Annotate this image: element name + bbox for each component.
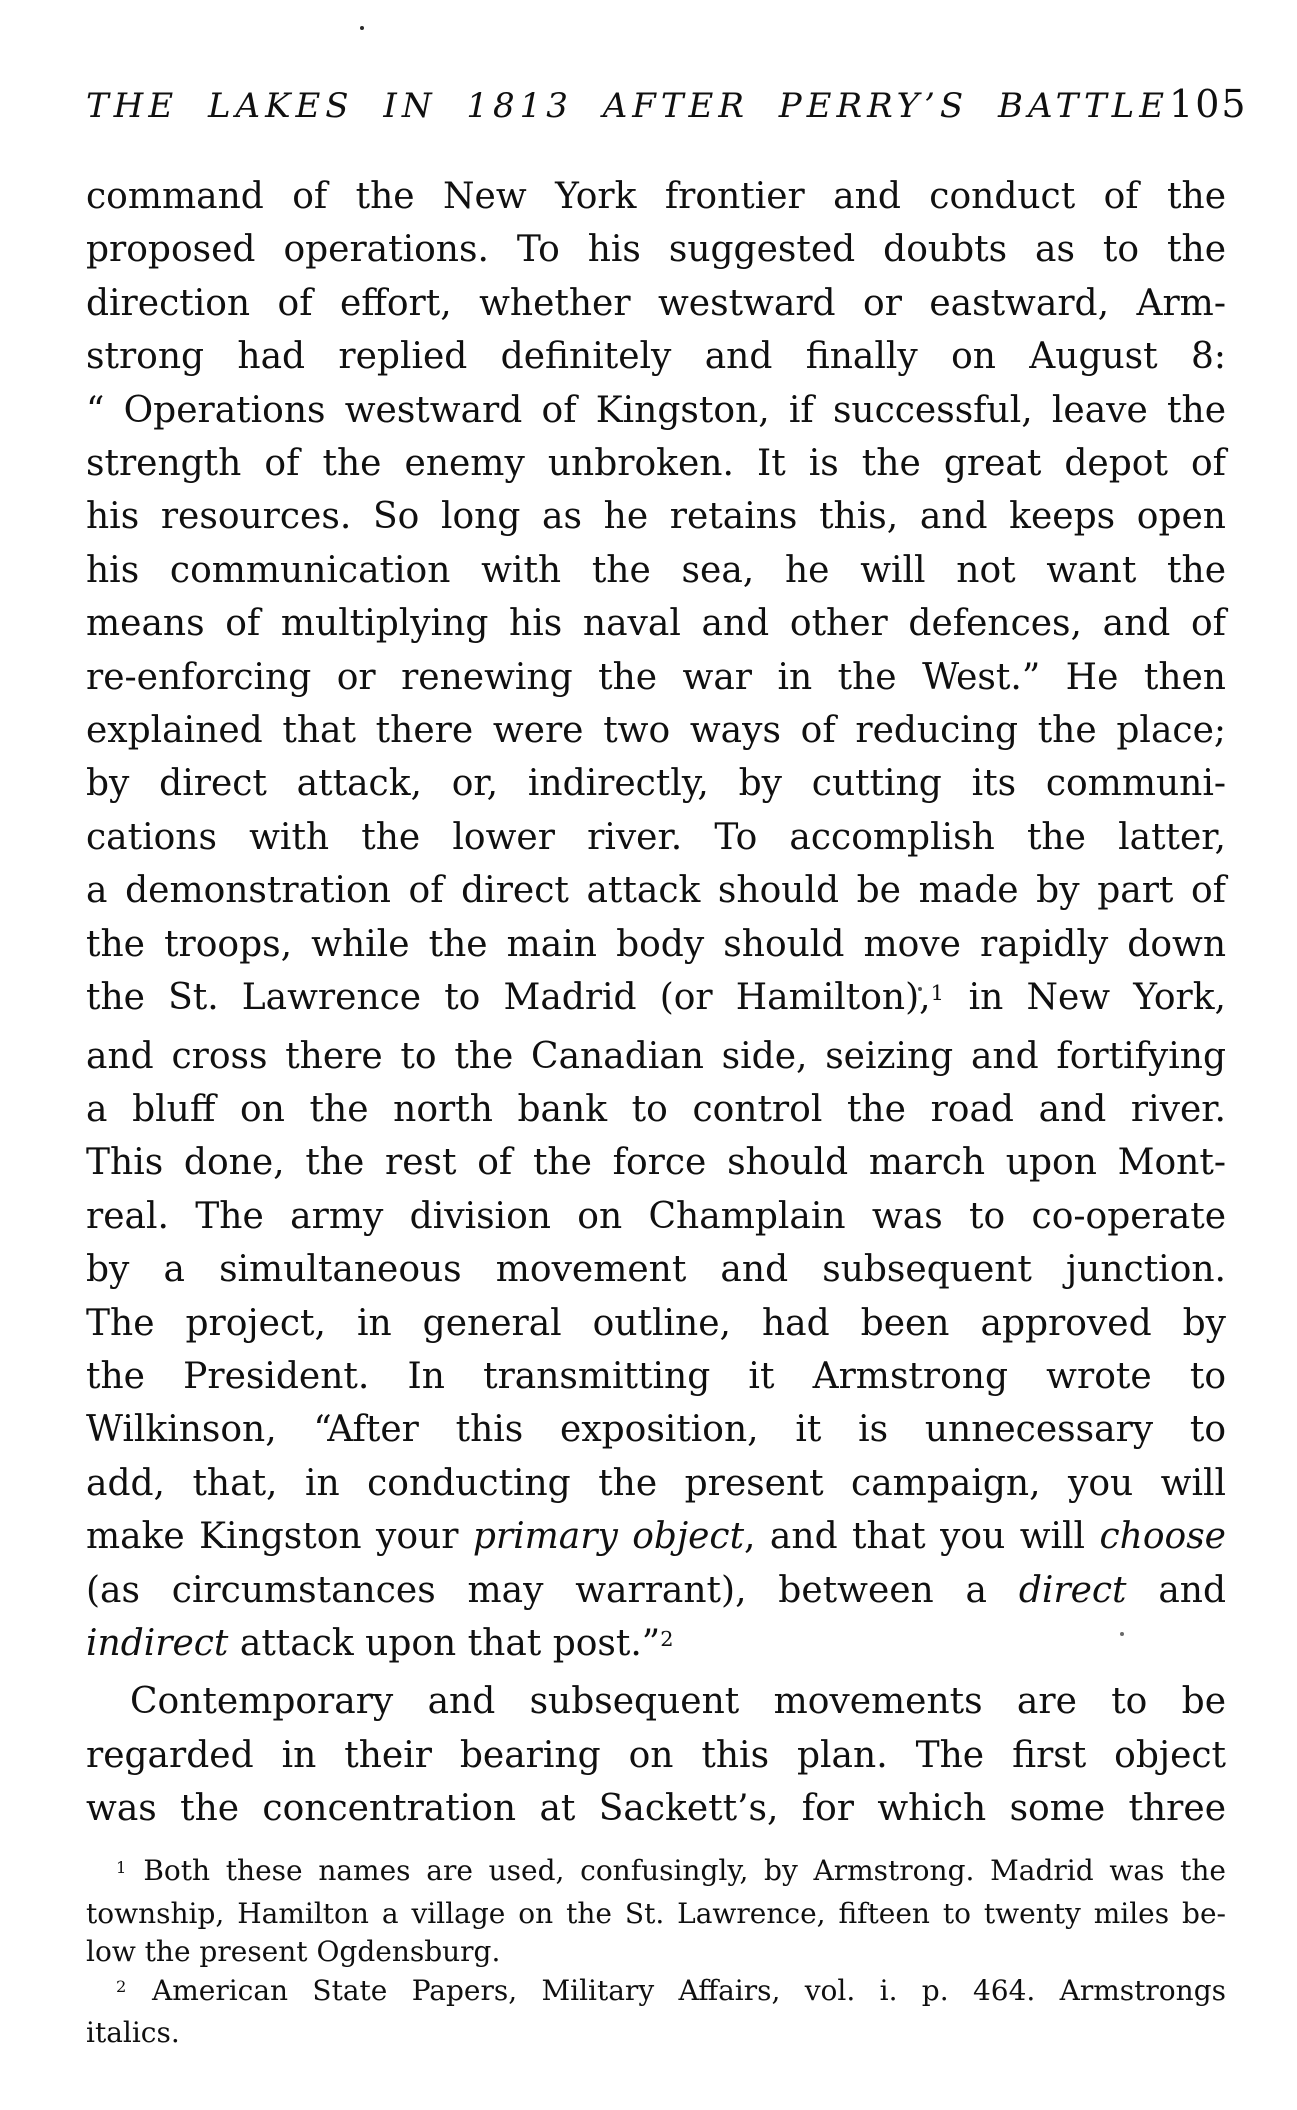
chapter-title: THE LAKES IN 1813 AFTER PERRY’S BATTLE	[86, 86, 1170, 126]
text-line	[86, 1933, 1226, 1972]
text-segment: indirect	[86, 1622, 229, 1664]
text-line	[86, 1136, 1226, 1189]
text-line	[86, 597, 1226, 650]
text-line	[86, 1083, 1226, 1136]
text-line	[86, 1895, 1226, 1934]
text-line	[86, 277, 1226, 330]
text-line	[86, 651, 1226, 704]
text-line	[86, 1297, 1226, 1350]
text-line	[86, 704, 1226, 757]
text-segment: strong had replied definitely and finally on August 8:	[86, 336, 1226, 378]
text-line	[86, 437, 1226, 490]
text-segment: direction of effort, whether westward or eastward, Arm-	[86, 282, 1226, 324]
text-line	[86, 811, 1226, 864]
text-segment: real. The army division on Champlain was to co-operate	[86, 1195, 1226, 1237]
text-segment: American State Papers, Military Affairs, vol. i. p. 464. Armstrongs	[127, 1973, 1226, 2007]
text-line	[86, 971, 1226, 1029]
text-segment: The project, in general outline, had been approved by	[86, 1302, 1226, 1344]
text-line	[86, 1030, 1226, 1083]
text-segment: proposed operations. To his suggested doubts as to the	[86, 229, 1226, 271]
text-segment: the troops, while the main body should move rapidly down	[86, 923, 1226, 965]
text-line	[86, 1782, 1226, 1835]
text-segment: Contemporary and subsequent movements are to be	[130, 1681, 1226, 1723]
text-line	[86, 1729, 1226, 1782]
page-number: 105	[1169, 82, 1248, 126]
text-line	[86, 384, 1226, 437]
text-line	[86, 544, 1226, 597]
text-line	[86, 864, 1226, 917]
text-line	[86, 223, 1226, 276]
text-segment: by a simultaneous movement and subsequent junction.	[86, 1249, 1226, 1291]
text-segment: the President. In transmitting it Armstrong wrote to	[86, 1355, 1226, 1397]
text-segment: command of the New York frontier and conduct of the	[86, 176, 1226, 217]
text-segment: the St. Lawrence to Madrid (or Hamilton),	[86, 977, 931, 1019]
text-line	[86, 170, 1226, 223]
text-segment: a bluff on the north bank to control the road and river.	[86, 1088, 1226, 1130]
text-segment: township, Hamilton a village on the St. Lawrence, fifteen to twenty miles be-	[86, 1896, 1226, 1930]
text-segment: “ Operations westward of Kingston, if successful, leave the	[86, 389, 1226, 431]
text-segment: and	[1126, 1569, 1227, 1611]
text-segment: add, that, in conducting the present campaign, you will	[86, 1462, 1226, 1504]
text-segment: low the present Ogdensburg.	[86, 1935, 501, 1969]
text-line	[86, 1457, 1226, 1510]
text-segment: Both these names are used, confusingly, by Armstrong. Madrid was the	[127, 1854, 1226, 1887]
text-line	[86, 1852, 1226, 1895]
text-segment: cations with the lower river. To accomplish the latter,	[86, 816, 1226, 858]
text-segment: strength of the enemy unbroken. It is the great depot of	[86, 443, 1226, 485]
footnote-marker: 2	[660, 1626, 674, 1651]
text-line	[86, 1243, 1226, 1296]
text-segment: his communication with the sea, he will not want the	[86, 549, 1226, 591]
text-segment: (as circumstances may warrant), between a	[86, 1569, 1019, 1611]
text-line	[86, 2014, 1226, 2053]
text-segment: and cross there to the Canadian side, seizing and fortifying	[86, 1035, 1226, 1077]
text-segment: primary object	[472, 1516, 745, 1558]
text-line	[86, 918, 1226, 971]
text-segment: explained that there were two ways of reducing the place;	[86, 710, 1226, 752]
text-line	[86, 330, 1226, 383]
text-segment: italics.	[86, 2016, 180, 2050]
text-segment: regarded in their bearing on this plan. The first object	[86, 1734, 1226, 1776]
text-segment: attack upon that post.”	[228, 1622, 661, 1664]
text-line	[86, 490, 1226, 543]
text-segment: This done, the rest of the force should march upon Mont-	[86, 1142, 1226, 1184]
text-line	[86, 1564, 1226, 1617]
footnote-marker: 1	[116, 1857, 127, 1877]
text-line	[86, 1190, 1226, 1243]
text-segment: make Kingston your	[86, 1516, 473, 1558]
text-segment: direct	[1018, 1569, 1127, 1611]
footnote-marker: 1	[930, 980, 944, 1005]
text-segment: means of multiplying his naval and other defences, and of	[86, 603, 1226, 645]
text-segment: by direct attack, or, indirectly, by cutting its communi-	[86, 763, 1226, 805]
text-line	[86, 1675, 1226, 1728]
text-line	[86, 1972, 1226, 2015]
text-segment: , and that you will	[744, 1516, 1100, 1558]
text-line	[86, 757, 1226, 810]
text-segment: Wilkinson, “After this exposition, it is unnecessary to	[86, 1409, 1226, 1451]
footnote-marker: 2	[116, 1977, 127, 1997]
text-segment: was the concentration at Sackett’s, for which some three	[86, 1788, 1226, 1830]
text-line	[86, 1510, 1226, 1563]
text-segment: a demonstration of direct attack should be made by part of	[86, 870, 1226, 912]
text-line	[86, 1617, 1226, 1675]
text-segment: re-enforcing or renewing the war in the West.” He then	[86, 656, 1226, 698]
footnotes	[86, 1852, 1226, 2053]
body-text	[86, 170, 1226, 1836]
running-head	[86, 82, 1248, 126]
text-segment: in New York,	[945, 977, 1226, 1019]
text-line	[86, 1403, 1226, 1456]
text-segment: his resources. So long as he retains this, and keeps open	[86, 496, 1226, 538]
text-line	[86, 1350, 1226, 1403]
text-segment: choose	[1099, 1516, 1226, 1558]
ink-speck	[360, 26, 364, 30]
